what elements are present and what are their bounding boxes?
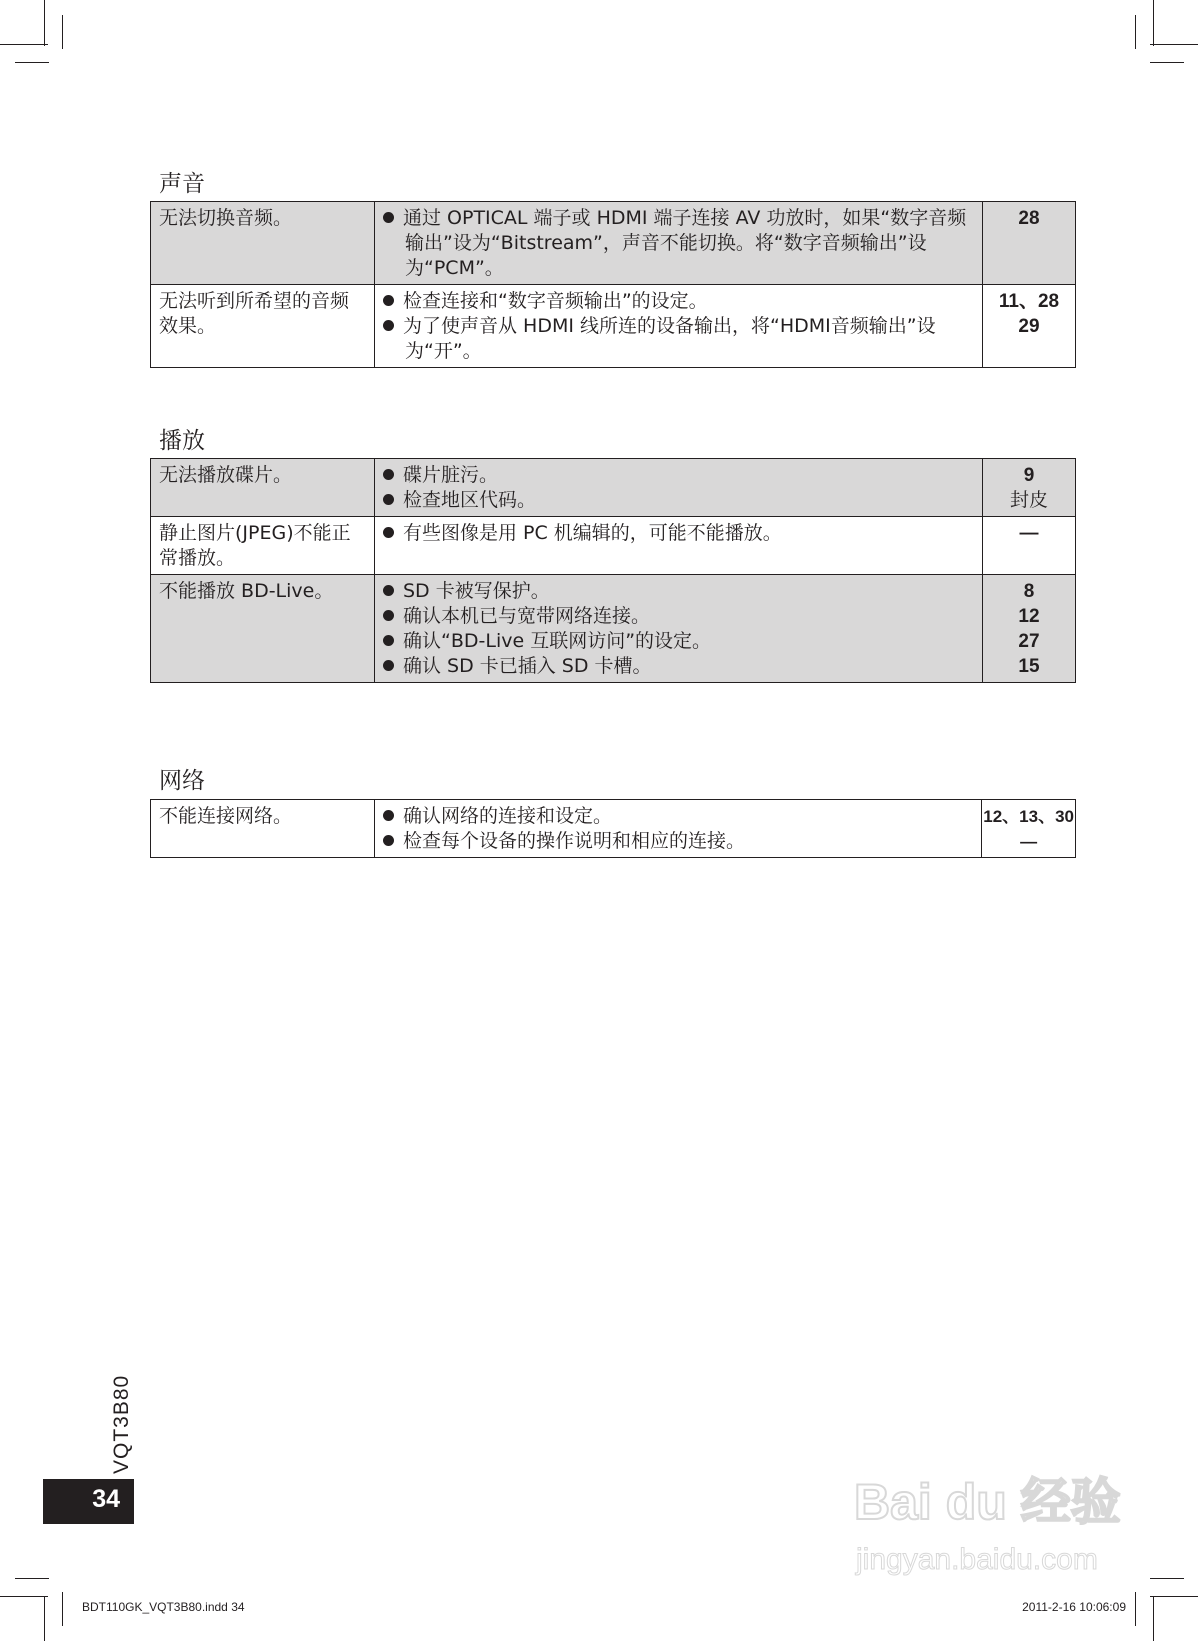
crop-mark [0,44,48,45]
page-cell: 8 12 27 15 [983,575,1076,683]
crop-mark [0,1596,48,1597]
check-cell [375,202,983,285]
table-row [151,285,1076,368]
crop-mark [15,1578,49,1579]
footer-file: BDT110GK_VQT3B80.indd 34 [82,1600,245,1614]
page-number: 34 [43,1479,134,1524]
check-cell [375,459,983,517]
check-item: 确认网络的连接和设定。 [383,804,973,829]
bullet-icon [383,212,394,223]
page-cell: 9 封皮 [983,459,1076,517]
baidu-watermark [850,1452,1140,1592]
table-row [151,575,1076,683]
check-item: 碟片脏污。 [383,463,974,488]
section-title-sound: 声音 [159,171,205,197]
section-title-network: 网络 [159,768,205,794]
table-row [151,800,1076,858]
crop-mark [1150,44,1198,45]
page-cell: — [983,517,1076,575]
model-code: VQT3B80 [110,1374,133,1474]
check-item: 确认 SD 卡已插入 SD 卡槽。 [383,654,974,679]
crop-mark [1135,1592,1136,1626]
problem-cell: 无法切换音频。 [151,202,375,285]
problem-cell: 无法播放碟片。 [151,459,375,517]
table-row [151,517,1076,575]
check-item: 检查每个设备的操作说明和相应的连接。 [383,829,973,854]
check-item: 为了使声音从 HDMI 线所连的设备输出，将“HDMI音频输出”设为“开”。 [383,314,974,364]
bullet-icon [383,635,394,646]
crop-mark [62,15,63,49]
check-item: SD 卡被写保护。 [383,579,974,604]
crop-mark [15,62,49,63]
problem-cell: 静止图片(JPEG)不能正常播放。 [151,517,375,575]
check-item: 检查地区代码。 [383,488,974,513]
crop-mark [44,0,45,46]
bullet-icon [383,295,394,306]
crop-mark [62,1592,63,1626]
bullet-icon [383,494,394,505]
problem-cell: 不能连接网络。 [151,800,375,858]
network-table [150,799,1076,858]
section-title-playback: 播放 [159,428,205,454]
check-cell [375,575,983,683]
page-cell: 28 [983,202,1076,285]
bullet-icon [383,810,394,821]
check-item: 确认本机已与宽带网络连接。 [383,604,974,629]
check-item: 通过 OPTICAL 端子或 HDMI 端子连接 AV 功放时，如果“数字音频输出”设为“Bitstream”，声音不能切换。将“数字音频输出”设为“PCM”。 [383,206,974,281]
bullet-icon [383,660,394,671]
crop-mark [1150,1578,1184,1579]
watermark-url: jingyan.baidu.com [856,1543,1098,1576]
playback-table [150,458,1076,683]
check-cell [375,285,983,368]
check-cell [375,517,983,575]
crop-mark [1153,1596,1154,1641]
check-item: 检查连接和“数字音频输出”的设定。 [383,289,974,314]
page-cell: 11、28 29 [983,285,1076,368]
bullet-icon [383,835,394,846]
table-row [151,459,1076,517]
table-row [151,202,1076,285]
footer-timestamp: 2011-2-16 10:06:09 [1022,1600,1126,1614]
bullet-icon [383,320,394,331]
crop-mark [1150,1596,1198,1597]
bullet-icon [383,527,394,538]
bullet-icon [383,610,394,621]
crop-mark [1150,62,1184,63]
page-cell: 12、13、30 — [982,800,1076,858]
check-cell [375,800,982,858]
crop-mark [1153,0,1154,46]
check-item: 有些图像是用 PC 机编辑的，可能不能播放。 [383,521,974,546]
watermark-brand: Bai du 经验 [854,1474,1121,1530]
problem-cell: 不能播放 BD-Live。 [151,575,375,683]
crop-mark [1135,15,1136,49]
bullet-icon [383,469,394,480]
sound-table [150,201,1076,368]
crop-mark [44,1596,45,1641]
check-item: 确认“BD-Live 互联网访问”的设定。 [383,629,974,654]
problem-cell: 无法听到所希望的音频效果。 [151,285,375,368]
bullet-icon [383,585,394,596]
